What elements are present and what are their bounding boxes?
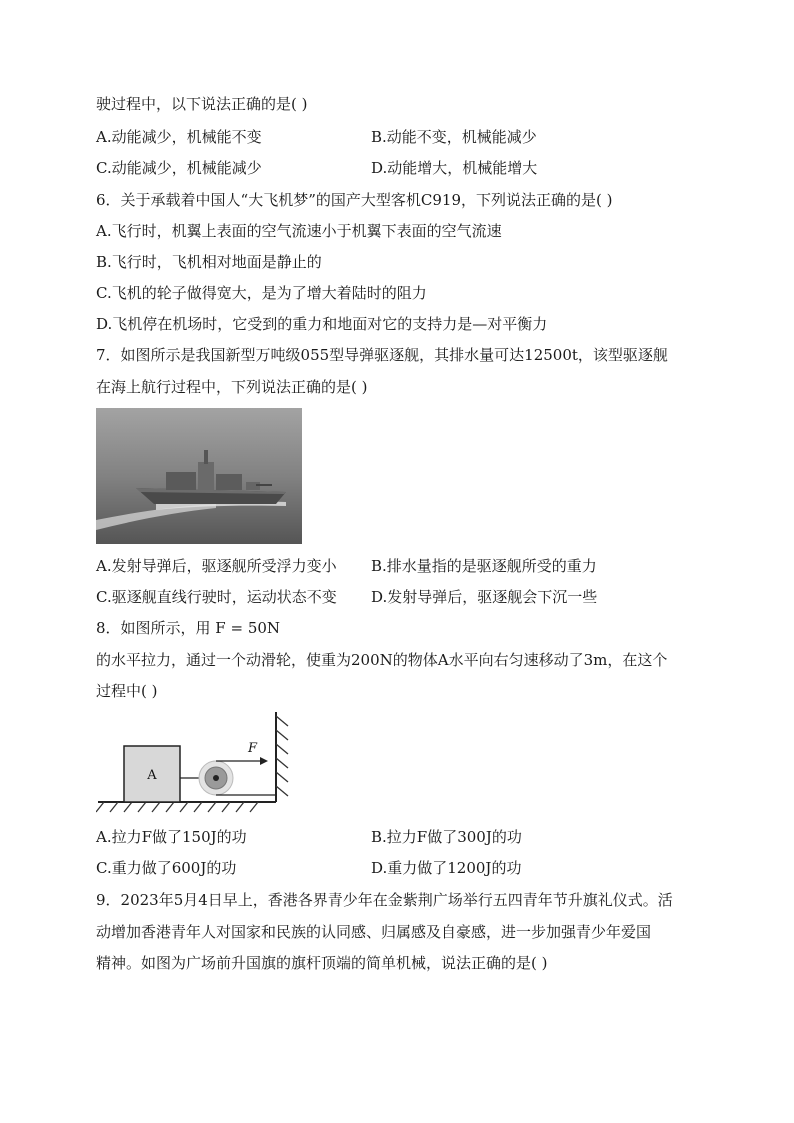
pulley-figure xyxy=(96,708,296,814)
q7-option-d: D.发射导弹后，驱逐舰会下沉一些 xyxy=(371,588,598,606)
q6-option-b: B.飞行时，飞机相对地面是静止的 xyxy=(96,253,322,271)
destroyer-photo-svg xyxy=(96,408,302,544)
q9-stem-line2: 动增加香港青年人对国家和民族的认同感、归属感及自豪感，进一步加强青少年爱国 xyxy=(96,923,652,941)
q8-stem-line3: 过程中( ) xyxy=(96,682,158,700)
ship-aft-structure xyxy=(216,474,242,490)
q8-option-d: D.重力做了1200J的功 xyxy=(371,859,522,877)
q7-option-c: C.驱逐舰直线行驶时，运动状态不变 xyxy=(96,588,337,606)
block-a-label: A xyxy=(147,768,157,783)
q7-option-a: A.发射导弹后，驱逐舰所受浮力变小 xyxy=(96,557,337,575)
q6-option-d: D.飞机停在机场时，它受到的重力和地面对它的支持力是—对平衡力 xyxy=(96,315,548,333)
force-arrow-head xyxy=(260,757,268,765)
q5-option-a: A.动能减少，机械能不变 xyxy=(96,128,262,146)
q8-option-b: B.拉力F做了300J的功 xyxy=(371,828,522,846)
ship-bridge xyxy=(166,472,196,490)
q7-option-b: B.排水量指的是驱逐舰所受的重力 xyxy=(371,557,597,575)
q9-stem-line3: 精神。如图为广场前升国旗的旗杆顶端的简单机械，说法正确的是( ) xyxy=(96,954,548,972)
ground-hatching xyxy=(96,802,258,812)
wall-hatching xyxy=(276,716,288,796)
ship-gun-barrel xyxy=(256,484,272,486)
q8-option-a: A.拉力F做了150J的功 xyxy=(96,828,247,846)
q5-stem-tail: 驶过程中，以下说法正确的是( ) xyxy=(96,95,308,113)
q7-stem-line2: 在海上航行过程中，下列说法正确的是( ) xyxy=(96,378,368,396)
q6-option-a: A.飞行时，机翼上表面的空气流速小于机翼下表面的空气流速 xyxy=(96,222,502,240)
ship-mast-block xyxy=(198,462,214,490)
q6-option-c: C.飞机的轮子做得宽大，是为了增大着陆时的阻力 xyxy=(96,284,427,302)
q9-stem-line1: 9．2023年5月4日早上，香港各界青少年在金紫荆广场举行五四青年节升旗礼仪式。活 xyxy=(96,891,673,909)
q7-stem-line1: 7．如图所示是我国新型万吨级055型导弹驱逐舰，其排水量可达12500t，该型驱逐舰 xyxy=(96,346,668,364)
force-label: F xyxy=(248,741,258,756)
q5-option-c: C.动能减少，机械能减少 xyxy=(96,159,262,177)
q6-stem: 6．关于承载着中国人“大飞机梦”的国产大型客机C919，下列说法正确的是( ) xyxy=(96,191,613,209)
q8-option-c: C.重力做了600J的功 xyxy=(96,859,237,877)
pulley-axle xyxy=(213,775,219,781)
ship-mast xyxy=(204,450,208,464)
destroyer-photo xyxy=(96,408,302,544)
q8-stem-line1: 8．如图所示，用 F = 50N xyxy=(96,619,281,637)
q5-option-b: B.动能不变，机械能减少 xyxy=(371,128,537,146)
q8-stem-line2: 的水平拉力，通过一个动滑轮，使重为200N的物体A水平向右匀速移动了3m，在这个 xyxy=(96,651,668,669)
q5-option-d: D.动能增大，机械能增大 xyxy=(371,159,538,177)
